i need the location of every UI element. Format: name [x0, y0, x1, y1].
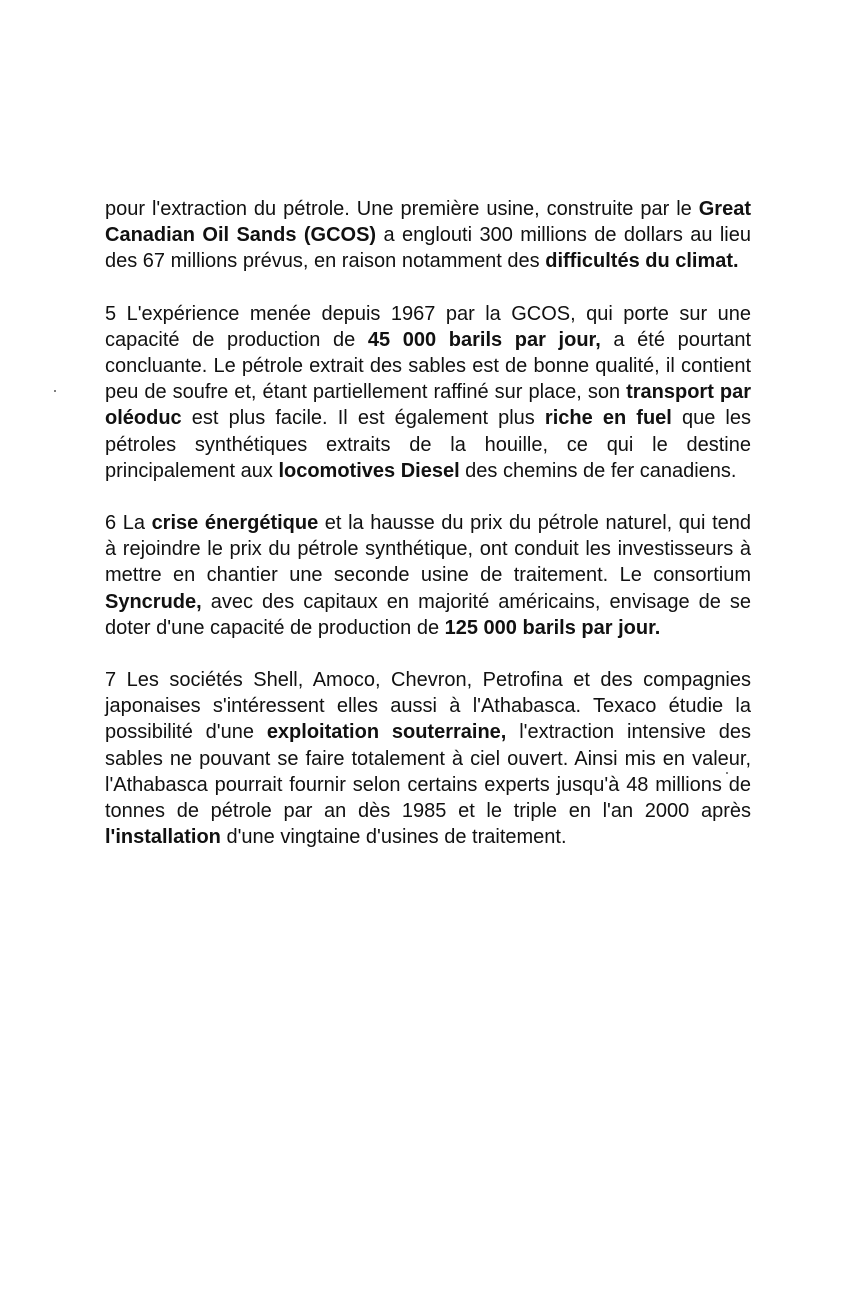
text-segment: est plus facile. Il est également plus: [181, 407, 545, 430]
text-segment: L'expérience menée depuis 1967 par la GCOS, qui porte sur une capacité de production de: [105, 302, 751, 351]
bold-segment: Great Canadian Oil Sands (GCOS): [105, 198, 751, 247]
bold-segment: 125 000 barils par jour.: [444, 616, 661, 639]
text-segment: et la hausse du prix du pétrole naturel, qui tend à rejoindre le prix du pétrole synthétique, ont conduit les investisseurs à mettre en chantier une seconde usine de traitement. Le consortium: [105, 512, 752, 587]
paragraph-number: 5: [105, 302, 117, 325]
paragraph-5: [105, 301, 751, 484]
bold-segment: difficultés du climat.: [545, 250, 739, 273]
bold-segment: l'installation: [105, 826, 221, 849]
text-segment: Les sociétés Shell, Amoco, Chevron, Petrofina et des compagnies japonaises s'intéressent elles aussi à l'Athabasca. Texaco étudie la possibilité d'une: [105, 669, 752, 744]
page-text: [105, 196, 751, 876]
bold-segment: locomotives Diesel: [278, 459, 460, 482]
bold-segment: exploitation souterraine,: [266, 721, 507, 744]
bold-segment: 45 000 barils par jour,: [367, 328, 601, 351]
text-segment: que les pétroles synthétiques extraits de la houille, ce qui le destine principalement aux: [105, 407, 751, 482]
paragraph-continuation: [105, 196, 751, 275]
bold-segment: transport par oléoduc: [105, 381, 751, 430]
text-segment: a été pourtant concluante. Le pétrole extrait des sables est de bonne qualité, il contient peu de soufre et, étant partiellement raffiné sur place, son: [105, 328, 751, 404]
bold-segment: crise énergétique: [151, 512, 319, 535]
text-segment: avec des capitaux en majorité américains, envisage de se doter d'une capacité de production de: [105, 590, 751, 639]
paragraph-number: 6: [105, 512, 117, 535]
paragraph-6: [105, 510, 751, 641]
text-segment: a englouti 300 millions de dollars au lieu des 67 millions prévus, en raison notamment des: [105, 224, 751, 273]
bold-segment: Syncrude,: [105, 590, 202, 613]
paragraph-number: 7: [105, 669, 117, 692]
text-segment: pour l'extraction du pétrole. Une première usine, construite par le: [105, 198, 699, 220]
text-segment: La: [122, 512, 152, 535]
text-segment: d'une vingtaine d'usines de traitement.: [220, 826, 567, 849]
print-speck: [54, 390, 56, 392]
text-segment: l'extraction intensive des sables ne pouvant se faire totalement à ciel ouvert. Ainsi mis en valeur, l'Athabasca pourrait fournir selon certains experts jusqu'à 48 millions de tonnes de pétrole par an dès 1985 et le triple en l'an 2000 après: [105, 721, 752, 823]
text-segment: des chemins de fer canadiens.: [459, 459, 737, 482]
print-speck: [726, 772, 728, 774]
paragraph-7: [105, 667, 751, 850]
bold-segment: riche en fuel: [544, 407, 672, 430]
